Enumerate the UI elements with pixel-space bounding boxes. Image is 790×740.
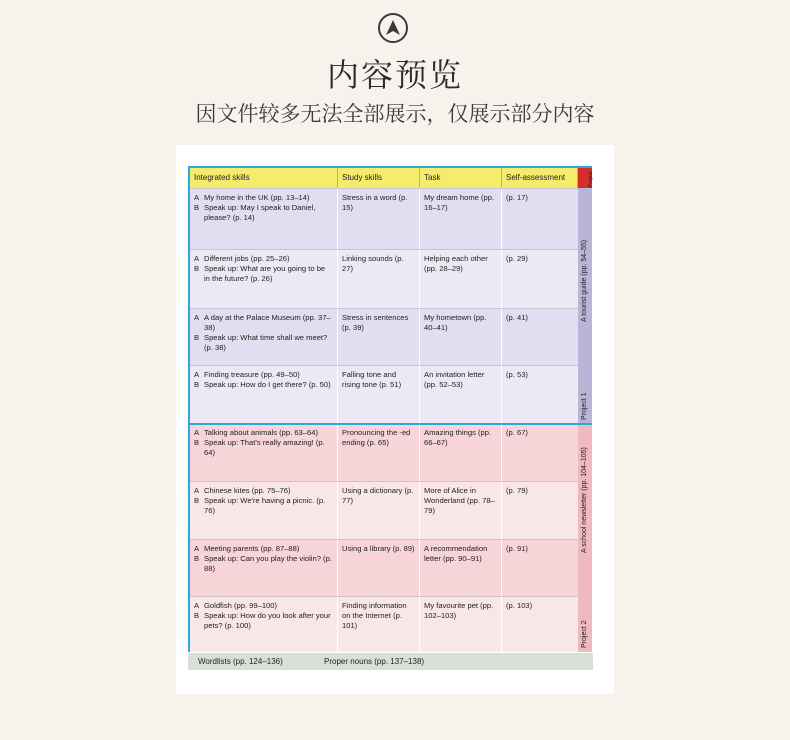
- table-footer: [188, 653, 593, 670]
- skill-line: [194, 264, 333, 284]
- integrated-skills-cell: [190, 482, 338, 539]
- skill-line: [194, 193, 333, 203]
- skill-text: Speak up: May I speak to Daniel, please? (p. 14): [204, 203, 316, 222]
- skill-letter: B: [194, 438, 200, 447]
- self-assessment-cell: (p. 103): [506, 601, 533, 610]
- skill-text: Speak up: That's really amazing! (p. 64): [204, 438, 325, 457]
- integrated-skills-cell: [190, 189, 338, 249]
- skill-letter: B: [194, 203, 200, 212]
- skill-line: [194, 496, 333, 516]
- skill-line: [194, 601, 333, 611]
- skill-letter: B: [194, 496, 200, 505]
- self-assessment-cell: (p. 29): [506, 254, 528, 263]
- skill-line: [194, 438, 333, 458]
- skill-text: Finding treasure (pp. 49–50): [204, 370, 300, 379]
- task-cell: More of Alice in Wonderland (pp. 78–79): [420, 482, 502, 539]
- skill-text: Chinese kites (pp. 75–76): [204, 486, 291, 495]
- table-row: [190, 365, 578, 423]
- skill-letter: A: [194, 370, 200, 379]
- table-row: [190, 249, 578, 308]
- study-skills-cell: Using a dictionary (p. 77): [338, 482, 420, 539]
- skill-letter: B: [194, 333, 200, 342]
- proper-nouns-label: Proper nouns (pp. 137–138): [324, 657, 425, 666]
- table-row: [190, 188, 578, 249]
- skill-letter: A: [194, 601, 200, 610]
- self-assessment-cell: (p. 91): [506, 544, 528, 553]
- column-header-study-skills: Study skills: [338, 168, 420, 188]
- integrated-skills-cell: [190, 309, 338, 365]
- skill-letter: B: [194, 264, 200, 273]
- project-2-label: A school newsletter (pp. 104–105) Project 2: [578, 423, 592, 652]
- skill-text: Speak up: Can you play the violin? (p. 88): [204, 554, 332, 573]
- project-1-label: A tourist guide (pp. 54–55) Project 1: [578, 188, 592, 423]
- skill-letter: B: [194, 554, 200, 563]
- section-divider: [190, 423, 592, 425]
- skill-text: Speak up: What time shall we meet? (p. 38): [204, 333, 328, 352]
- skill-text: Talking about animals (pp. 63–64): [204, 428, 318, 437]
- skill-letter: A: [194, 254, 200, 263]
- up-arrow-circle-icon: [378, 13, 408, 43]
- study-skills-cell: Finding information on the Internet (p. 101): [338, 597, 420, 652]
- table-row: [190, 481, 578, 539]
- integrated-skills-cell: [190, 250, 338, 308]
- study-skills-cell: Linking sounds (p. 27): [338, 250, 420, 308]
- table-row: [190, 596, 578, 652]
- self-assessment-cell: (p. 79): [506, 486, 528, 495]
- task-cell: My favourite pet (pp. 102–103): [420, 597, 502, 652]
- skill-line: [194, 380, 333, 390]
- skill-letter: A: [194, 428, 200, 437]
- column-header-self-assessment: Self-assessment: [502, 168, 578, 188]
- skill-letter: A: [194, 193, 200, 202]
- self-assessment-cell: (p. 67): [506, 428, 528, 437]
- skill-text: Speak up: How do you look after your pets? (p. 100): [204, 611, 331, 630]
- skill-line: [194, 428, 333, 438]
- skill-text: Goldfish (pp. 99–100): [204, 601, 278, 610]
- skill-line: [194, 254, 333, 264]
- self-assessment-cell: (p. 41): [506, 313, 528, 322]
- task-cell: Helping each other (pp. 28–29): [420, 250, 502, 308]
- page-subtitle: 因文件较多无法全部展示，仅展示部分内容: [195, 102, 595, 126]
- contents-table: [188, 166, 592, 652]
- integrated-skills-cell: [190, 540, 338, 596]
- skill-letter: B: [194, 380, 200, 389]
- column-header-task: Task: [420, 168, 502, 188]
- skill-text: Speak up: We're having a picnic. (p. 76): [204, 496, 326, 515]
- page-title: 内容预览: [326, 56, 463, 94]
- skill-line: [194, 486, 333, 496]
- task-cell: An invitation letter (pp. 52–53): [420, 366, 502, 423]
- study-skills-cell: Pronouncing the -ed ending (p. 65): [338, 424, 420, 481]
- skill-text: A day at the Palace Museum (pp. 37–38): [204, 313, 331, 332]
- skill-letter: B: [194, 611, 200, 620]
- skill-line: [194, 544, 333, 554]
- table-row: [190, 423, 578, 481]
- self-assessment-cell: (p. 17): [506, 193, 528, 202]
- study-skills-cell: Stress in sentences (p. 39): [338, 309, 420, 365]
- skill-text: Meeting parents (pp. 87–88): [204, 544, 300, 553]
- task-cell: My hometown (pp. 40–41): [420, 309, 502, 365]
- skill-text: My home in the UK (pp. 13–14): [204, 193, 310, 202]
- task-cell: My dream home (pp. 16–17): [420, 189, 502, 249]
- skill-line: [194, 370, 333, 380]
- table-row: [190, 539, 578, 596]
- skill-text: Speak up: How do I get there? (p. 50): [204, 380, 331, 389]
- skill-line: [194, 203, 333, 223]
- integrated-skills-cell: [190, 597, 338, 652]
- skill-letter: A: [194, 313, 200, 322]
- integrated-skills-cell: [190, 366, 338, 423]
- skill-line: [194, 611, 333, 631]
- skill-line: [194, 333, 333, 353]
- integrated-skills-cell: [190, 424, 338, 481]
- task-cell: A recommendation letter (pp. 90–91): [420, 540, 502, 596]
- study-skills-cell: Stress in a word (p. 15): [338, 189, 420, 249]
- skill-line: [194, 554, 333, 574]
- study-skills-cell: Using a library (p. 89): [338, 540, 420, 596]
- task-cell: Amazing things (pp. 66–67): [420, 424, 502, 481]
- study-skills-cell: Falling tone and rising tone (p. 51): [338, 366, 420, 423]
- skill-line: [194, 313, 333, 333]
- wordlists-label: Wordlists (pp. 124–136): [198, 657, 283, 666]
- skill-letter: A: [194, 486, 200, 495]
- column-header-integrated-skills: Integrated skills: [190, 168, 338, 188]
- column-header-project: Project: [578, 168, 592, 188]
- table-row: [190, 308, 578, 365]
- self-assessment-cell: (p. 53): [506, 370, 528, 379]
- skill-letter: A: [194, 544, 200, 553]
- skill-text: Speak up: What are you going to be in the future? (p. 26): [204, 264, 326, 283]
- skill-text: Different jobs (pp. 25–26): [204, 254, 290, 263]
